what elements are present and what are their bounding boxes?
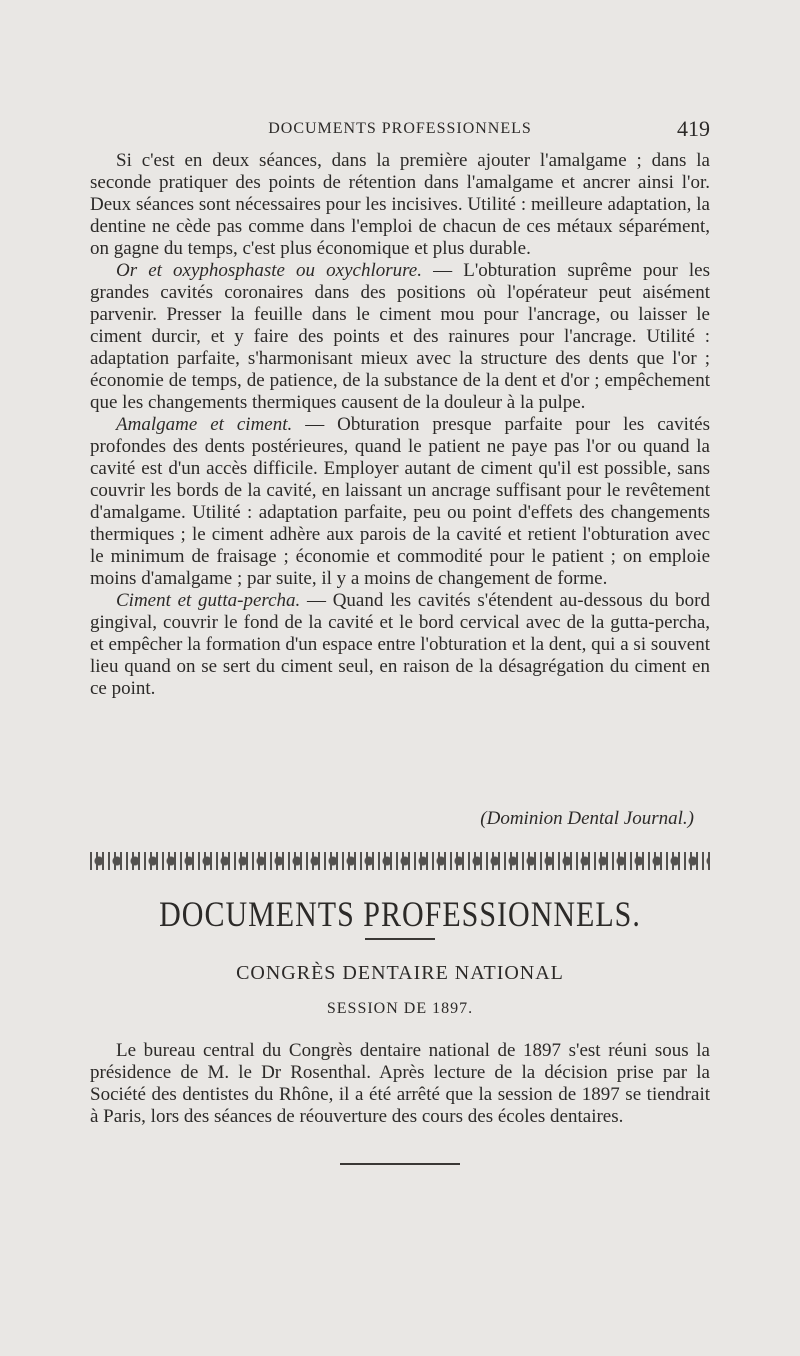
section-paragraph: Le bureau central du Congrès dentaire national de 1897 s'est réuni sous la présidence de M. le Dr Rosenthal. Après lecture de la décision prise par la Société des dentistes du Rhône, il a été arrêté que la session de 1897 se tiendrait à Paris, lors des séances de réouverture des cours des écoles dentaires. <box>90 1040 710 1127</box>
decorative-divider <box>90 852 710 870</box>
paragraph <box>90 150 710 260</box>
paragraph-text: Si c'est en deux séances, dans la première ajouter l'amalgame ; dans la seconde pratiquer des points de rétention dans l'amalgame et ancrer ainsi l'or. Deux séances sont nécessaires pour les incisives. Utilité : meilleure adaptation, la dentine ne cède pas comme dans l'emploi de chacun de ces métaux séparément, on gagne du temps, c'est plus économique et plus durable. <box>90 150 710 259</box>
article-body <box>90 150 710 700</box>
paragraph-lead: Or et oxyphosphaste ou oxychlorure. <box>116 260 422 281</box>
paragraph <box>90 590 710 700</box>
congress-title: CONGRÈS DENTAIRE NATIONAL <box>236 962 564 984</box>
paragraph-lead: Amalgame et ciment. <box>116 414 293 435</box>
paragraph-text: — L'obturation suprême pour les grandes cavités coronaires dans des positions où l'opérateur peut aisément parvenir. Presser la feuille dans le ciment mou pour l'ancrage, ou laisser le ciment durcir, et y faire des points et des rainures pour l'ancrage. Utilité : adaptation parfaite, s'harmonisant mieux avec la structure des dents que l'or ; économie de temps, de patience, de la substance de la dent et d'or ; empêchement que les changements thermiques causent de la douleur à la pulpe. <box>90 260 710 413</box>
end-rule <box>340 1163 460 1165</box>
running-head <box>90 118 710 142</box>
paragraph-lead: Ciment et gutta-percha. <box>116 590 301 611</box>
page-number: 419 <box>677 116 710 141</box>
paragraph-text: — Quand les cavités s'étendent au-dessous du bord gingival, couvrir le fond de la cavité et le bord cervical avec de la gutta-percha, et empêcher la formation d'un espace entre l'obturation et la dent, qui a si souvent lieu quand on se sert du ciment seul, en raison de la désagrégation du ciment en ce point. <box>90 590 710 699</box>
section-title: DOCUMENTS PROFESSIONNELS. <box>159 894 641 935</box>
paragraph <box>90 414 710 590</box>
session-line: SESSION DE 1897. <box>326 1000 474 1017</box>
running-head-title: DOCUMENTS PROFESSIONNELS <box>268 120 532 137</box>
paragraph <box>90 260 710 414</box>
source-citation: (Dominion Dental Journal.) <box>480 808 694 829</box>
paragraph-text: — Obturation presque parfaite pour les cavités profondes des dents postérieures, quand le patient ne paye pas l'or ou quand la cavité est d'un accès difficile. Employer autant de ciment qu'il est possible, sans couvrir les bords de la cavité, en laissant un ancrage suffisant pour le revêtement d'amalgame. Utilité : adaptation parfaite, peu ou point d'effets des changements thermiques ; le ciment adhère aux parois de la cavité et retient l'obturation avec le minimum de fraisage ; économie et commodité pour le patient ; on emploie moins d'amalgame ; par suite, il y a moins de changement de forme. <box>90 414 710 589</box>
title-rule <box>365 938 435 940</box>
